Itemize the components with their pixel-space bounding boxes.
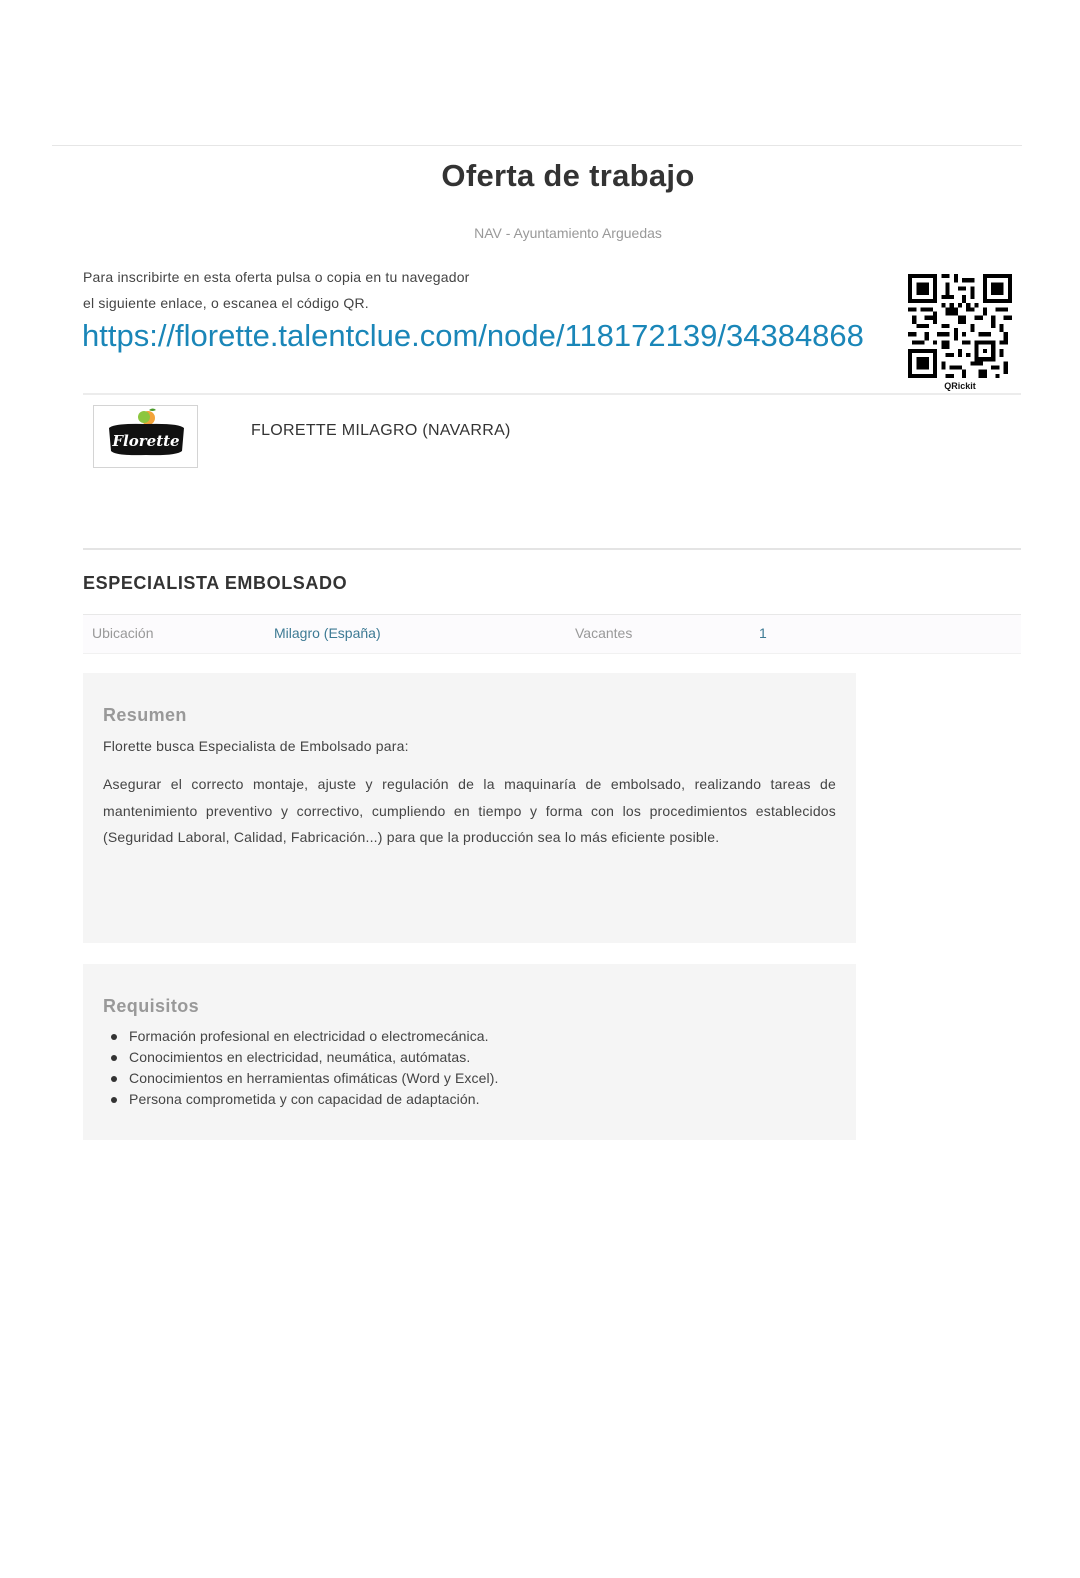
job-info-row — [83, 614, 1021, 654]
requirement-item: Conocimientos en herramientas ofimáticas (Word y Excel). — [129, 1068, 498, 1089]
requirement-item: Formación profesional en electricidad o electromecánica. — [129, 1026, 498, 1047]
company-logo — [93, 405, 198, 468]
job-title: ESPECIALISTA EMBOLSADO — [83, 573, 348, 593]
florette-logo-icon — [94, 406, 197, 467]
summary-panel — [83, 673, 856, 943]
summary-body: Asegurar el correcto montaje, ajuste y regulación de la maquinaría de embolsado, realizando tareas de mantenimiento preventivo y correctivo, cumpliendo en tiempo y forma con los procedimientos establecidos (Seguridad Laboral, Calidad, Fabricación...) para que la producción sea lo más eficiente posible. — [103, 776, 836, 845]
qr-code[interactable] — [905, 274, 1015, 378]
requirement-item: Persona comprometida y con capacidad de adaptación. — [129, 1089, 498, 1110]
top-divider — [52, 145, 1022, 146]
company-name: FLORETTE MILAGRO (NAVARRA) — [251, 422, 511, 439]
vacancies-value: 1 — [759, 625, 767, 641]
requirement-item: Conocimientos en electricidad, neumática, autómatas. — [129, 1047, 498, 1068]
section-divider — [83, 548, 1021, 550]
summary-intro: Florette busca Especialista de Embolsado para: — [103, 738, 409, 754]
apply-instructions-line-2: el siguiente enlace, o escanea el código QR. — [83, 295, 369, 311]
apply-instructions-line-1: Para inscribirte en esta oferta pulsa o copia en tu navegador — [83, 269, 470, 285]
apply-link[interactable]: https://florette.talentclue.com/node/118172139/34384868 — [82, 318, 864, 353]
vacancies-label: Vacantes — [575, 625, 633, 641]
location-value: Milagro (España) — [274, 625, 381, 641]
summary-heading: Resumen — [103, 705, 187, 725]
requirements-list — [129, 1026, 498, 1110]
requirements-panel — [83, 964, 856, 1140]
section-divider — [83, 393, 1021, 395]
apply-instructions — [83, 264, 543, 316]
svg-text:Florette: Florette — [112, 432, 180, 450]
page-subtitle: NAV - Ayuntamiento Arguedas — [474, 225, 662, 241]
location-label: Ubicación — [92, 625, 154, 641]
qr-brand-label: QRickit — [944, 381, 976, 391]
page-title: Oferta de trabajo — [441, 158, 695, 193]
requirements-heading: Requisitos — [103, 996, 200, 1016]
